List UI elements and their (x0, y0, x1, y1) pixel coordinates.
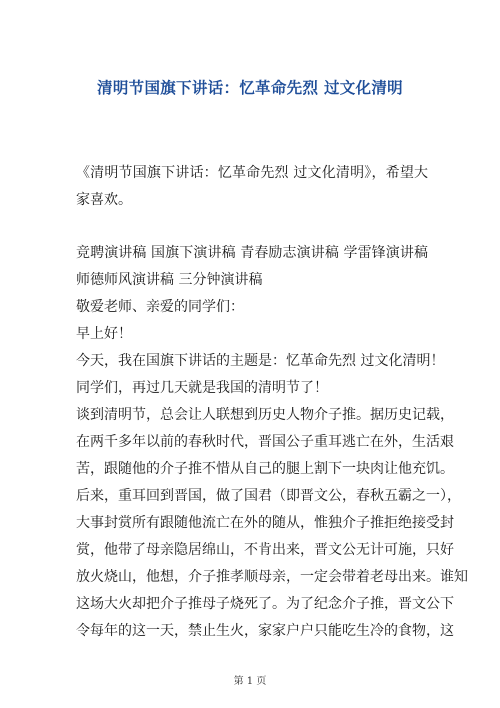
page-number: 第 1 页 (233, 676, 267, 687)
morning-line: 早上好！ (76, 326, 132, 342)
document-title: 清明节国旗下讲话：忆革命先烈 过文化清明 (97, 79, 403, 97)
body-line: 后来，重耳回到晋国，做了国君（即晋文公，春秋五霸之一）， (76, 488, 461, 504)
topic-line: 今天，我在国旗下讲话的主题是：忆革命先烈 过文化清明！ (76, 353, 445, 369)
body-line: 令每年的这一天，禁止生火，家家户户只能吃生冷的食物，这 (76, 623, 454, 639)
body-line: 在两千多年以前的春秋时代，晋国公子重耳逃亡在外，生活艰 (76, 434, 454, 450)
body-line: 大事封赏所有跟随他流亡在外的随从，惟独介子推拒绝接受封 (76, 515, 454, 531)
body-line: 苦，跟随他的介子推不惜从自己的腿上割下一块肉让他充饥。 (76, 461, 454, 477)
body-line: 赏，他带了母亲隐居绵山，不肯出来，晋文公无计可施，只好 (76, 542, 454, 558)
related-speeches: 竞聘演讲稿 国旗下演讲稿 青春励志演讲稿 学雷锋演讲稿 师德师风演讲稿 三分钟演讲稿 (76, 245, 428, 288)
body-line: 放火烧山，他想，介子推孝顺母亲，一定会带着老母出来。谁知 (76, 569, 468, 585)
body-line: 这场大火却把介子推母子烧死了。为了纪念介子推，晋文公下 (76, 596, 454, 612)
greeting-line: 敬爱老师、亲爱的同学们： (76, 299, 244, 315)
body-line: 谈到清明节，总会让人联想到历史人物介子推。据历史记载， (76, 407, 454, 423)
reminder-line: 同学们，再过几天就是我国的清明节了！ (76, 380, 328, 396)
intro-paragraph: 《清明节国旗下讲话：忆革命先烈 过文化清明》，希望大家喜欢。 (76, 165, 428, 208)
